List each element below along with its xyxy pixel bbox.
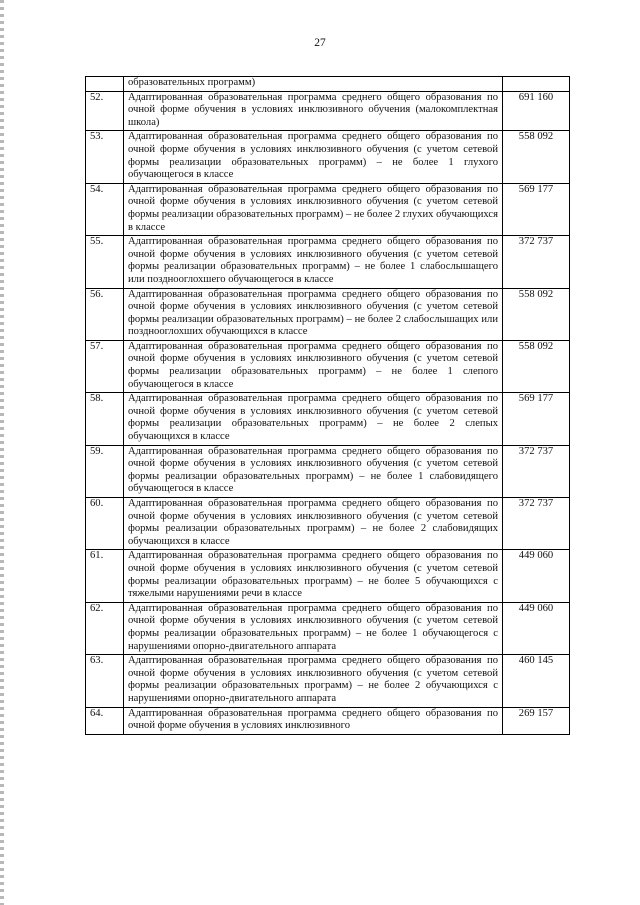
row-number-cell: 64.: [86, 707, 124, 734]
row-description-cell: Адаптированная образовательная программа среднего общего образования по очной форме обучения в условиях инклюзивного обучения (с учетом сетевой формы реализации образовательных программ) – не более 2 слепых обучающихся в классе: [124, 393, 503, 445]
row-number-cell: 57.: [86, 340, 124, 392]
row-value-cell: 558 092: [503, 340, 570, 392]
row-value-cell: [503, 77, 570, 92]
row-value-cell: 449 060: [503, 602, 570, 654]
page-number: 27: [314, 37, 326, 49]
row-number-cell: 54.: [86, 183, 124, 235]
row-description-cell: Адаптированная образовательная программа среднего общего образования по очной форме обучения в условиях инклюзивного обучения (с учетом сетевой формы реализации образовательных программ) – не более 5 обучающихся с тяжелыми нарушениями речи в классе: [124, 550, 503, 602]
row-value-cell: 372 737: [503, 445, 570, 497]
data-table: [85, 76, 570, 735]
table-row: [86, 393, 570, 445]
row-number-cell: 55.: [86, 236, 124, 288]
row-description-cell: Адаптированная образовательная программа среднего общего образования по очной форме обучения в условиях инклюзивного обучения (с учетом сетевой формы реализации образовательных программ) – не более 2 глухих обучающихся в классе: [124, 183, 503, 235]
table-row: [86, 288, 570, 340]
row-value-cell: 460 145: [503, 655, 570, 707]
row-value-cell: 558 092: [503, 131, 570, 183]
row-number-cell: 60.: [86, 498, 124, 550]
table-row: [86, 183, 570, 235]
table-row: [86, 655, 570, 707]
row-description-cell: Адаптированная образовательная программа среднего общего образования по очной форме обучения в условиях инклюзивного обучения (малокомплектная школа): [124, 91, 503, 131]
table-row: [86, 707, 570, 734]
row-value-cell: 372 737: [503, 498, 570, 550]
row-number-cell: 53.: [86, 131, 124, 183]
table-row: [86, 91, 570, 131]
table-row: [86, 236, 570, 288]
table-row: [86, 498, 570, 550]
table-body: [86, 77, 570, 735]
table-row: [86, 602, 570, 654]
row-description-cell: Адаптированная образовательная программа среднего общего образования по очной форме обучения в условиях инклюзивного обучения (с учетом сетевой формы реализации образовательных программ) – не более 2 слабослышащих или позднооглохших обучающихся в классе: [124, 288, 503, 340]
row-value-cell: 691 160: [503, 91, 570, 131]
table-row-continuation: [86, 77, 570, 92]
row-number-cell: 63.: [86, 655, 124, 707]
row-number-cell: 58.: [86, 393, 124, 445]
row-value-cell: 569 177: [503, 393, 570, 445]
row-value-cell: 558 092: [503, 288, 570, 340]
table-row: [86, 131, 570, 183]
row-number-cell: 59.: [86, 445, 124, 497]
row-description-cell: Адаптированная образовательная программа среднего общего образования по очной форме обучения в условиях инклюзивного обучения (с учетом сетевой формы реализации образовательных программ) – не более 1 слабослышащего или позднооглохшего обучающегося в классе: [124, 236, 503, 288]
table-row: [86, 340, 570, 392]
row-number-cell: 52.: [86, 91, 124, 131]
row-value-cell: 449 060: [503, 550, 570, 602]
page-edge: [0, 0, 4, 905]
row-value-cell: 269 157: [503, 707, 570, 734]
row-description-cell: Адаптированная образовательная программа среднего общего образования по очной форме обучения в условиях инклюзивного обучения (с учетом сетевой формы реализации образовательных программ) – не более 1 обучающегося с нарушениями опорно-двигательного аппарата: [124, 602, 503, 654]
table-row: [86, 445, 570, 497]
row-number-cell: 62.: [86, 602, 124, 654]
row-value-cell: 372 737: [503, 236, 570, 288]
row-description-cell: образовательных программ): [124, 77, 503, 92]
row-description-cell: Адаптированная образовательная программа среднего общего образования по очной форме обучения в условиях инклюзивного обучения (с учетом сетевой формы реализации образовательных программ) – не более 1 глухого обучающегося в классе: [124, 131, 503, 183]
row-value-cell: 569 177: [503, 183, 570, 235]
row-number-cell: 56.: [86, 288, 124, 340]
row-number-cell: [86, 77, 124, 92]
row-number-cell: 61.: [86, 550, 124, 602]
row-description-cell: Адаптированная образовательная программа среднего общего образования по очной форме обучения в условиях инклюзивного обучения (с учетом сетевой формы реализации образовательных программ) – не более 1 слепого обучающегося в классе: [124, 340, 503, 392]
row-description-cell: Адаптированная образовательная программа среднего общего образования по очной форме обучения в условиях инклюзивного: [124, 707, 503, 734]
row-description-cell: Адаптированная образовательная программа среднего общего образования по очной форме обучения в условиях инклюзивного обучения (с учетом сетевой формы реализации образовательных программ) – не более 2 обучающихся с нарушениями опорно-двигательного аппарата: [124, 655, 503, 707]
table-row: [86, 550, 570, 602]
row-description-cell: Адаптированная образовательная программа среднего общего образования по очной форме обучения в условиях инклюзивного обучения (с учетом сетевой формы реализации образовательных программ) – не более 1 слабовидящего обучающегося в классе: [124, 445, 503, 497]
row-description-cell: Адаптированная образовательная программа среднего общего образования по очной форме обучения в условиях инклюзивного обучения (с учетом сетевой формы реализации образовательных программ) – не более 2 слабовидящих обучающихся в классе: [124, 498, 503, 550]
